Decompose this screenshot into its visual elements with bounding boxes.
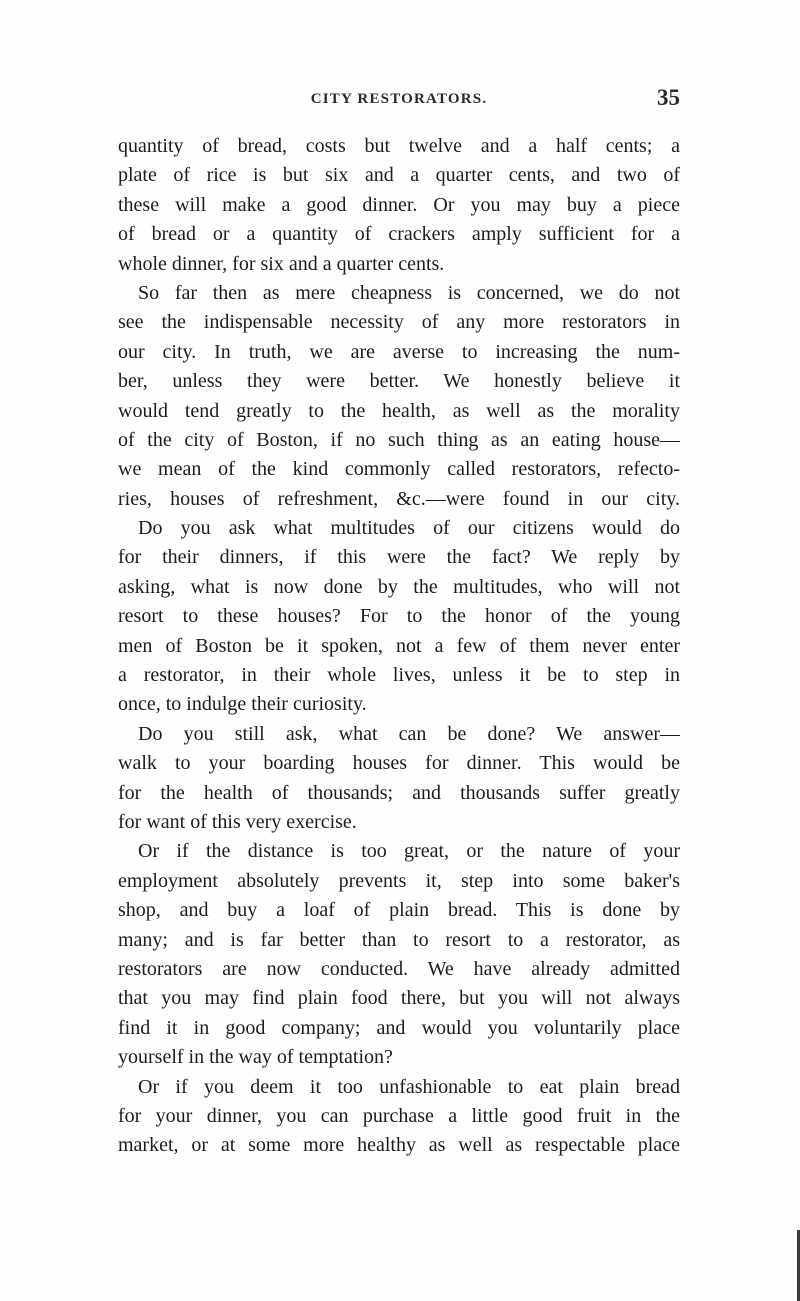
running-head xyxy=(118,85,680,117)
text-line: we mean of the kind commonly called restorators, refecto- xyxy=(118,458,680,481)
text-line: plate of rice is but six and a quarter cents, and two of xyxy=(118,164,680,187)
text-line: once, to indulge their curiosity. xyxy=(118,693,367,716)
text-line: these will make a good dinner. Or you may buy a piece xyxy=(118,193,680,216)
text-line: for your dinner, you can purchase a little good fruit in the xyxy=(118,1104,680,1127)
text-line: restorators are now conducted. We have already admitted xyxy=(118,957,680,980)
text-line: that you may find plain food there, but you will not always xyxy=(118,987,680,1010)
text-line: find it in good company; and would you voluntarily place xyxy=(118,1016,680,1039)
text-line: Do you still ask, what can be done? We answer— xyxy=(138,722,680,745)
text-line: men of Boston be it spoken, not a few of them never enter xyxy=(118,634,680,657)
text-line: our city. In truth, we are averse to increasing the num- xyxy=(118,340,680,363)
text-line: market, or at some more healthy as well as respectable place xyxy=(118,1134,680,1157)
text-line: asking, what is now done by the multitudes, who will not xyxy=(118,575,680,598)
text-line: ber, unless they were better. We honestly believe it xyxy=(118,370,680,393)
text-line: would tend greatly to the health, as well as the morality xyxy=(118,399,680,422)
text-line: of the city of Boston, if no such thing as an eating house— xyxy=(118,428,680,451)
text-line: a restorator, in their whole lives, unless it be to step in xyxy=(118,664,680,687)
text-line: see the indispensable necessity of any more restorators in xyxy=(118,311,680,334)
text-line: walk to your boarding houses for dinner. This would be xyxy=(118,752,680,775)
text-line: ries, houses of refreshment, &c.—were found in our city. xyxy=(118,487,680,510)
text-line: Or if you deem it too unfashionable to eat plain bread xyxy=(138,1075,680,1098)
text-line: quantity of bread, costs but twelve and a half cents; a xyxy=(118,135,680,157)
page-number: 35 xyxy=(657,85,680,110)
text-line: many; and is far better than to resort to a restorator, as xyxy=(118,928,680,951)
text-line: of bread or a quantity of crackers amply sufficient for a xyxy=(118,223,680,246)
text-line: resort to these houses? For to the honor of the young xyxy=(118,605,680,628)
text-line: yourself in the way of temptation? xyxy=(118,1046,393,1069)
text-line: for their dinners, if this were the fact? We reply by xyxy=(118,546,680,569)
text-line: Do you ask what multitudes of our citizens would do xyxy=(138,517,680,540)
running-title: CITY RESTORATORS. xyxy=(310,91,488,107)
body-text xyxy=(118,132,680,1161)
text-line: shop, and buy a loaf of plain bread. This is done by xyxy=(118,899,680,922)
text-line: So far then as mere cheapness is concerned, we do not xyxy=(138,281,680,304)
text-line: Or if the distance is too great, or the nature of your xyxy=(138,840,680,863)
text-line: for want of this very exercise. xyxy=(118,810,357,833)
text-line: employment absolutely prevents it, step into some baker's xyxy=(118,869,680,892)
text-line: for the health of thousands; and thousands suffer greatly xyxy=(118,781,680,804)
text-line: whole dinner, for six and a quarter cents. xyxy=(118,252,445,275)
